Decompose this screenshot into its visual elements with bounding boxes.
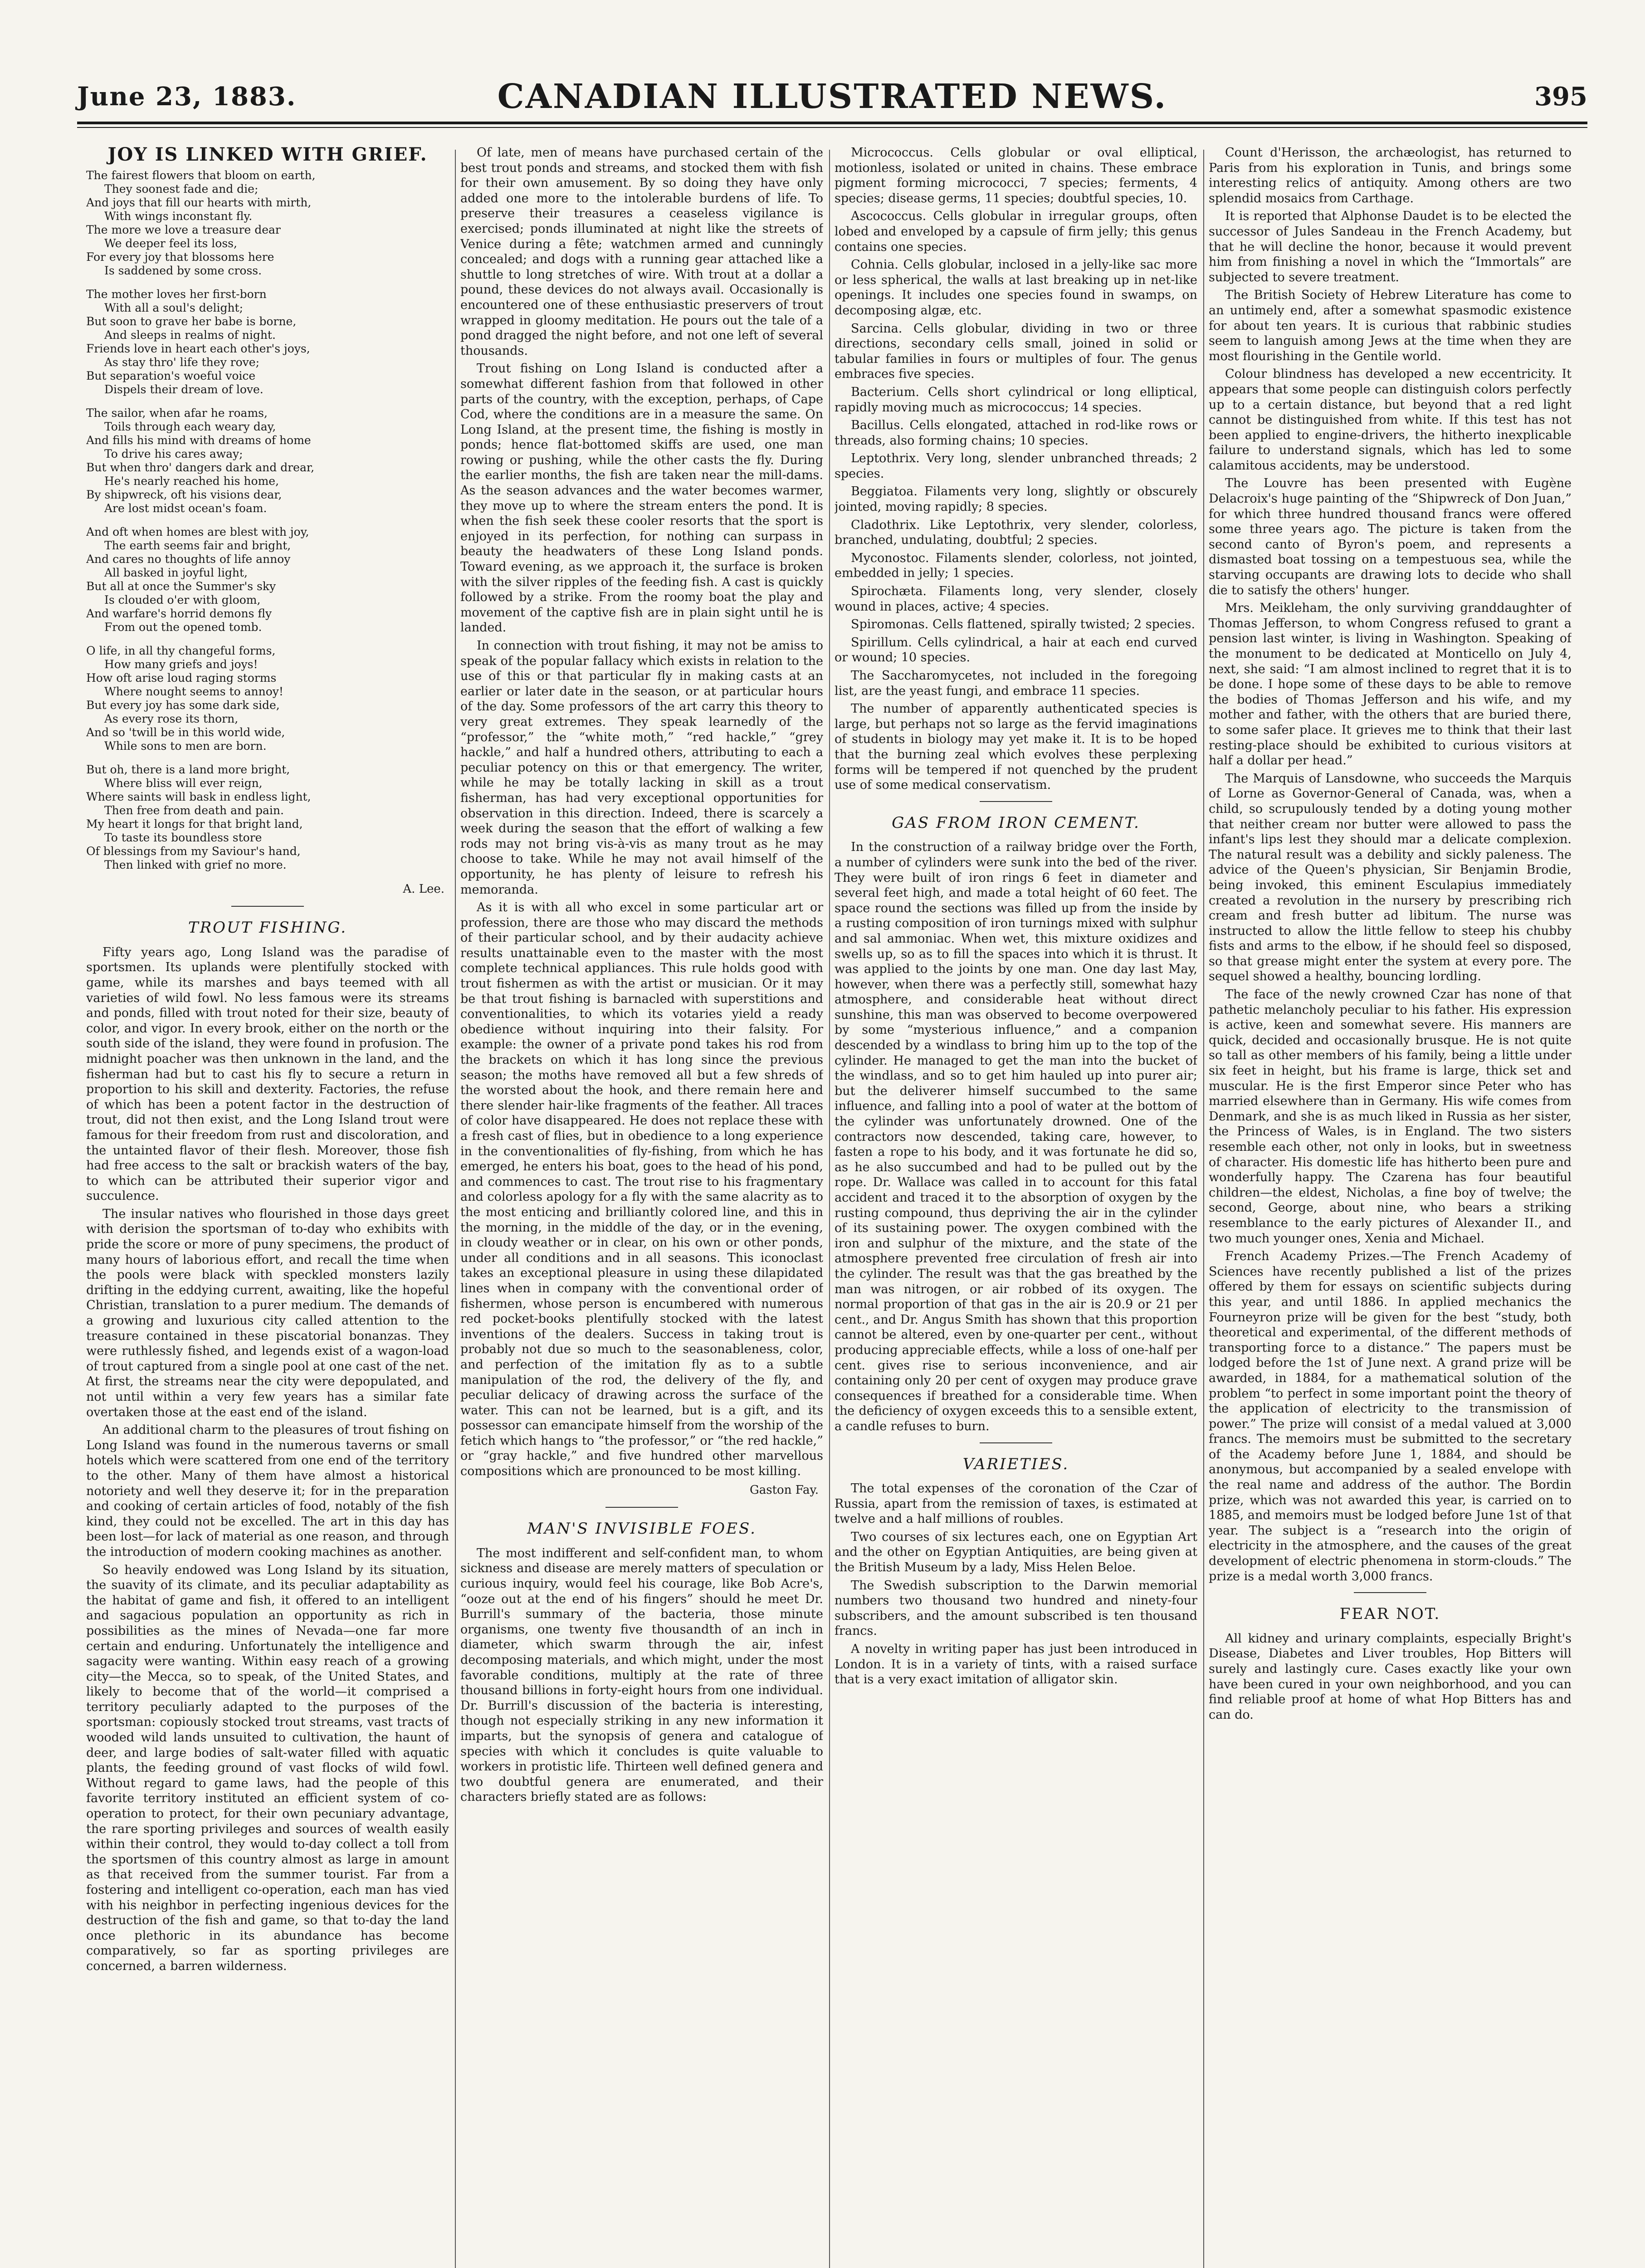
paragraph: The most indifferent and self-confident man, to whom sickness and disease are merely matters of speculation or curious inquiry, would feel his courage, like Bob Acre's, “ooze out at the end of his fingers” should he meet Dr. Burrill's summary of the bacteria, those minute organisms, one twenty five thousandth of an inch in diameter, which swarm through the air, infest decomposing materials, and which might, under the most favorable conditions, multiply at the rate of three thousand billions in forty-eight hours from one individual. Dr. Burrill's discussion of the bacteria is interesting, though not especially striking in any new information it imparts, but the synopsis of genera and catalogue of species with which it concludes is quite valuable to workers in protistic life. Thirteen well defined genera and two doubtful genera are enumerated, and their characters briefly stated are as follows:: [460, 1546, 823, 1804]
article-author-trout: Gaston Fay.: [749, 1483, 819, 1497]
column-1: [86, 145, 449, 2268]
issue-date: June 23, 1883.: [77, 82, 297, 112]
section-divider: [605, 1507, 678, 1508]
paragraph: It is reported that Alphonse Daudet is to be elected the successor of Jules Sandeau in the French Academy, but that he will decline the honor, because it would prevent him from finishing a novel in which the “Immortals” are subjected to severe treatment.: [1209, 209, 1572, 284]
poem-line: To taste its boundless store: [104, 831, 262, 844]
poem-line: Then linked with grief no more.: [104, 858, 287, 871]
article-body-foes-continued: [835, 145, 1197, 793]
column-divider: [1203, 150, 1204, 2268]
paragraph: Sarcina. Cells globular, dividing in two or three directions, secondary cells small, joined in solid or tabular families in fours or multiples of four. The genus embraces five species.: [835, 321, 1197, 381]
column-3: [835, 145, 1197, 2268]
article-title-gas: GAS FROM IRON CEMENT.: [892, 813, 1140, 832]
paragraph: Myconostoc. Filaments slender, colorless, not jointed, embedded in jelly; 1 species.: [835, 551, 1197, 581]
article-body-foes: [460, 1546, 823, 1805]
poem-line: And sleeps in realms of night.: [104, 328, 276, 342]
poem-line: With all a soul's delight;: [104, 301, 244, 314]
poem-line: While sons to men are born.: [104, 739, 267, 753]
paragraph: Mrs. Meikleham, the only surviving granddaughter of Thomas Jefferson, to whom Congress refused to grant a pension last winter, is living in Washington. Speaking of the monument to be dedicated at Monticello on July 4, next, she said: “I am almost inclined to regret that it is to be done. I hope some of these days to be able to remove the bodies of Thomas Jefferson and his wife, and my mother and father, with the others that are buried there, to some safer place. It grieves me to think that their last resting-place should be exhibited to curious visitors at half a dollar per head.”: [1209, 601, 1572, 768]
paragraph: Micrococcus. Cells globular or oval elliptical, motionless, isolated or united in chains. These embrace pigment forming micrococci, 7 species; ferments, 4 species; disease germs, 11 species; doubtful species, 10.: [835, 146, 1197, 205]
paragraph: The Louvre has been presented with Eugène Delacroix's huge painting of the “Shipwreck of Don Juan,” for which three hundred thousand francs were offered some three years ago. The picture is taken from the second canto of Byron's poem, and represents a dismasted boat tossing on a tempestuous sea, while the starving occupants are drawing lots to decide who shall die to satisfy the others' hunger.: [1209, 476, 1572, 597]
column-2: [460, 145, 823, 2268]
paragraph: Spirochæta. Filaments long, very slender, closely wound in places, active; 4 species.: [835, 584, 1197, 614]
poem-line: And joys that fill our hearts with mirth,: [86, 196, 312, 209]
poem-line: Where bliss will ever reign,: [104, 776, 263, 790]
article-title-trout: TROUT FISHING.: [188, 919, 347, 937]
paragraph: Beggiatoa. Filaments very long, slightly or obscurely jointed, moving rapidly; 8 species.: [835, 484, 1197, 514]
paragraph: The Swedish subscription to the Darwin memorial numbers two thousand two hundred and ninety-four subscribers, and the amount subscribed is ten thousand francs.: [835, 1578, 1197, 1638]
page-number: 395: [1534, 82, 1587, 112]
paragraph: Of late, men of means have purchased certain of the best trout ponds and streams, and stocked them with fish for their own amusement. By so doing they have only added one more to the intolerable burdens of life. To preserve their treasures a ceaseless vigilance is exercised; ponds illuminated at night like the streets of Venice during a fête; watchmen armed and cunningly concealed; and dogs with a running gear attached like a shuttle to long stretches of wire. With trout at a dollar a pound, these devices do not always avail. Occasionally is encountered one of these enthusiastic preservers of trout wrapped in gloomy meditation. He pours out the tale of a pond dragged the night before, and not one left of several thousands.: [460, 146, 823, 358]
poem-line: And cares no thoughts of life annoy: [86, 552, 291, 566]
miscellany-body: [1209, 145, 1572, 1584]
poem-line: My heart it longs for that bright land,: [86, 817, 303, 831]
paragraph: The total expenses of the coronation of the Czar of Russia, apart from the remission of taxes, is estimated at twelve and a half millions of roubles.: [835, 1481, 1197, 1526]
paragraph: The insular natives who flourished in those days greet with derision the sportsman of to-day who exhibits with pride the score or more of puny specimens, the product of many hours of laborious effort, and recall the time when the pools were black with speckled monsters lazily drifting in the eddying current, awaiting, like the hopeful Christian, translation to a purer medium. The demands of a growing and luxurious city called attention to the treasure contained in these piscatorial bonanzas. They were ruthlessly fished, and legends exist of a wagon-load of trout captured from a single pool at one cast of the net. At first, the streams near the city were depopulated, and not until within a very few years has a similar fate overtaken those at the east end of the island.: [86, 1207, 449, 1419]
paragraph: Ascococcus. Cells globular in irregular groups, often lobed and enveloped by a capsule of firm jelly; this genus contains one species.: [835, 209, 1197, 254]
page-header: [77, 73, 1587, 116]
paragraph: French Academy Prizes.—The French Academy of Sciences have recently published a list of the prizes offered by them for essays on scientific subjects during this year, and until 1886. In applied mechanics the Fourneyron prize will be given for the best “study, both theoretical and experimental, of the different methods of transporting force to a distance.” The papers must be lodged before the 1st of June next. A grand prize will be awarded, in 1884, for a mathematical solution of the problem “to perfect in some important point the theory of the application of electricity to the transmission of power.” The prize will consist of a medal valued at 3,000 francs. The memoirs must be submitted to the secretary of the Academy before June 1, 1884, and should be anonymous, but accompanied by a sealed envelope with the real name and address of the author. The Bordin prize, which was not awarded this year, is carried on to 1885, and memoirs must be lodged before June 1st of that year. The subject is a “research into the origin of electricity in the atmosphere, and the causes of the great development of electric phenomena in storm-clouds.” The prize is a medal worth 3,000 francs.: [1209, 1249, 1572, 1584]
section-divider: [980, 1442, 1052, 1443]
poem-line: Where nought seems to annoy!: [104, 684, 283, 698]
notice-title-fear-not: FEAR NOT.: [1339, 1605, 1441, 1623]
paragraph: All kidney and urinary complaints, especially Bright's Disease, Diabetes and Liver troubles, Hop Bitters will surely and lastingly cure. Cases exactly like your own have been cured in your own neighborhood, and you can find reliable proof at home of what Hop Bitters has and can do.: [1209, 1631, 1572, 1722]
article-body-gas: [835, 840, 1197, 1434]
paragraph: Fifty years ago, Long Island was the paradise of sportsmen. Its uplands were plentifully stocked with game, while its marshes and bays teemed with all varieties of wild fowl. No less famous were its streams and ponds, filled with trout noted for their size, beauty of color, and vigor. In every brook, either on the north or the south side of the island, they were found in profusion. The midnight poacher was then unknown in the land, and the fisherman had but to cast his fly to secure a return in proportion to his skill and dexterity. Factories, the refuse of which has been a potent factor in the destruction of trout, did not then exist, and the Long Island trout were famous for their freedom from rust and discoloration, and the untainted flavor of their flesh. Moreover, those fish had free access to the salt or brackish waters of the bay, to which can be attributed their superior vigor and succulence.: [86, 945, 449, 1203]
poem-line: And warfare's horrid demons fly: [86, 606, 272, 620]
paragraph: The Saccharomycetes, not included in the foregoing list, are the yeast fungi, and embrace 11 species.: [835, 669, 1197, 698]
paragraph: As it is with all who excel in some particular art or profession, there are those who may discard the methods of their particular school, and by their audacity achieve results unattainable even to the master with the most complete technical appliances. This rule holds good with trout fishermen as with the artist or musician. Or it may be that trout fishing is barnacled with superstitions and conventionalities, to which its votaries yield a ready obedience without inquiring into their falsity. For example: the owner of a private pond takes his rod from the brackets on which it has long since the previous season; the moths have removed all but a few shreds of the worsted about the hook, and there remain here and there slender hair-like fragments of the feather. All traces of color have disappeared. He does not replace these with a fresh cast of flies, but in obedience to a long experience in the conventionalities of fly-fishing, from which he has emerged, he enters his boat, goes to the head of his pond, and commences to cast. The trout rise to his fragmentary and colorless apology for a fly with the same alacrity as to the most enticing and brilliantly colored line, and this in the morning, in the middle of the day, or in the evening, in cloudy weather or in clear, on his own or other ponds, under all conditions and in all seasons. This iconoclast takes an exceptional pleasure in using these dilapidated lines when in company with the conventional order of fishermen, whose person is encumbered with numerous red pocket-books plentifully stocked with the latest inventions of the dealers. Success in taking trout is probably not due so much to the seasonableness, color, and perfection of the imitation fly as to a subtle manipulation of the rod, the delivery of the fly, and peculiar delicacy of drawing across the surface of the water. This can not be learned, but is a gift, and its possessor can emancipate himself from the worship of the fetich which hangs to “the professor,” or “the red hackle,” or “gray hackle,” and five hundred other marvellous compositions which are pronounced to be most killing.: [460, 900, 823, 1479]
poem-line: The sailor, when afar he roams,: [86, 406, 268, 420]
column-divider: [829, 150, 830, 2268]
masthead-title: CANADIAN ILLUSTRATED NEWS.: [497, 77, 1167, 116]
poem-author: A. Lee.: [403, 882, 444, 896]
poem-line: And fills his mind with dreams of home: [86, 433, 311, 447]
poem-line: With wings inconstant fly.: [104, 209, 253, 223]
paragraph: Two courses of six lectures each, one on Egyptian Art and the other on Egyptian Antiquities, are being given at the British Museum by a lady, Miss Helen Beloe.: [835, 1530, 1197, 1575]
poem-line: As stay thro' life they rove;: [104, 355, 259, 369]
paragraph: Spiromonas. Cells flattened, spirally twisted; 2 species.: [851, 617, 1196, 632]
poem-line: As every rose its thorn,: [104, 712, 239, 725]
section-divider: [980, 801, 1052, 802]
paragraph: The British Society of Hebrew Literature has come to an untimely end, after a somewhat spasmodic existence for about ten years. It is curious that rabbinic studies seem to languish among Jews at the time when they are most flourishing in the Gentile world.: [1209, 288, 1572, 363]
paragraph: An additional charm to the pleasures of trout fishing on Long Island was found in the numerous taverns or small hotels which were scattered from one end of the territory to the other. Many of them have almost a historical notoriety and well they deserve it; for in the preparation and cooking of certain articles of food, notably of the fish kind, they could not be excelled. The art in this day has been lost—for lack of material as one reason, and through the introduction of modern cooking machines as another.: [86, 1423, 449, 1559]
section-divider: [231, 906, 304, 907]
poem-line: For every joy that blossoms here: [86, 250, 274, 264]
paragraph: Cladothrix. Like Leptothrix, very slender, colorless, branched, undulating, doubtful; 2 species.: [835, 518, 1197, 547]
paragraph: Leptothrix. Very long, slender unbranched threads; 2 species.: [835, 451, 1197, 481]
poem-line: All basked in joyful light,: [104, 566, 248, 579]
poem-stanza: [86, 644, 449, 753]
poem-line: From out the opened tomb.: [104, 620, 262, 634]
article-body-trout-continued: [460, 145, 823, 1479]
section-title-varieties: VARIETIES.: [962, 1455, 1069, 1473]
poem-line: We deeper feel its loss,: [104, 236, 237, 250]
header-rule: [77, 122, 1587, 124]
column-4: [1209, 145, 1572, 2268]
poem-line: Of blessings from my Saviour's hand,: [86, 844, 301, 858]
paragraph: The number of apparently authenticated species is large, but perhaps not so large as the fervid imaginations of students in biology may yet make it. It is to be hoped that the burning zeal which evolves these perplexing forms will be tempered if not quenched by the prudent use of some medical conservatism.: [835, 702, 1197, 792]
paragraph: A novelty in writing paper has just been introduced in London. It is in a variety of tints, with a raised surface that is a very exact imitation of alligator skin.: [835, 1642, 1197, 1687]
paragraph: Cohnia. Cells globular, inclosed in a jelly-like sac more or less spherical, the walls at last breaking up in net-like openings. It includes one species found in swamps, on decomposing algæ, etc.: [835, 258, 1197, 318]
paragraph: Count d'Herisson, the archæologist, has returned to Paris from his exploration in Tunis, and brings some interesting relics of antiquity. Among others are two splendid mosaics from Carthage.: [1209, 146, 1572, 205]
poem-title: JOY IS LINKED WITH GRIEF.: [107, 145, 428, 165]
poem-line: Is saddened by some cross.: [104, 264, 262, 277]
poem-line: Dispels their dream of love.: [104, 382, 264, 396]
poem-line: Where saints will bask in endless light,: [86, 790, 311, 803]
article-title-foes: MAN'S INVISIBLE FOES.: [527, 1520, 757, 1538]
header-rule-thin: [77, 127, 1587, 128]
poem-line: He's nearly reached his home,: [104, 474, 279, 488]
poem-line: The fairest flowers that bloom on earth,: [86, 168, 316, 182]
poem-line: But every joy has some dark side,: [86, 698, 280, 712]
poem-line: But all at once the Summer's sky: [86, 579, 276, 593]
paragraph: The face of the newly crowned Czar has none of that pathetic melancholy peculiar to his father. His expression is active, keen and somewhat severe. His manners are quick, decided and occasionally brusque. He is not quite so tall as other members of his family, being a little under six feet in height, but his frame is large, thick set and muscular. He is the first Emperor since Peter who has married elsewhere than in Germany. His wife comes from Denmark, and she is as much liked in Russia as her sister, the Princess of Wales, is in England. The two sisters resemble each other, not only in looks, but in sweetness of character. His domestic life has hitherto been pure and wonderfully happy. The Czarena has four beautiful children—the eldest, Nicholas, a fine boy of twelve; the second, George, about nine, who bears a striking resemblance to the early pictures of Alexander II., and two much younger ones, Xenia and Michael.: [1209, 987, 1572, 1246]
poem-line: But oh, there is a land more bright,: [86, 763, 290, 776]
poem-line: To drive his cares away;: [104, 447, 243, 460]
poem-line: But soon to grave her babe is borne,: [86, 314, 297, 328]
paragraph: In the construction of a railway bridge over the Forth, a number of cylinders were sunk into the bed of the river. They were built of iron rings 6 feet in diameter and several feet high, and made a total height of 60 feet. The space round the sections was filled up from the inside by a rusting composition of iron turnings mixed with sulphur and sal ammoniac. When wet, this mixture oxidizes and swells up, so as to fill the spaces into which it is thrust. It was applied to the joints by one man. One day last May, however, when there was a perfectly still, somewhat hazy atmosphere, and considerable heat without direct sunshine, this man was observed to become overpowered by some “mysterious influence,” and a companion descended by a windlass to bring him up to the top of the cylinder. He managed to get the man into the bucket of the windlass, and so to get him hauled up into purer air; but the deliverer himself succumbed to the same influence, and falling into a pool of water at the bottom of the cylinder was unfortunately drowned. One of the contractors now descended, taking care, however, to fasten a rope to his body, and it was fortunate he did so, as he also succumbed and had to be pulled out by the rope. Dr. Wallace was called in to account for this fatal accident and traced it to the absorption of oxygen by the rusting compound, thus depriving the air in the cylinder of its sustaining power. The oxygen combined with the iron and sulphur of the mixture, and the state of the atmosphere prevented free circulation of fresh air into the cylinder. The result was that the gas breathed by the man was nitrogen, or air robbed of its oxygen. The normal proportion of that gas in the air is 20.9 or 21 per cent., and Dr. Angus Smith has shown that this proportion cannot be altered, even by one-quarter per cent., without producing appreciable effects, while a loss of one-half per cent. gives rise to serious inconvenience, and air containing only 20 per cent of oxygen may produce grave consequences if breathed for a considerable time. When the deficiency of oxygen exceeds this to a sensible extent, a candle refuses to burn.: [835, 840, 1197, 1433]
poem-stanza: [86, 406, 449, 515]
poem-line: The more we love a treasure dear: [86, 223, 281, 236]
paragraph: Trout fishing on Long Island is conducted after a somewhat different fashion from that followed in other parts of the country, with the exception, perhaps, of Cape Cod, where the conditions are in a measure the same. On Long Island, at the present time, the fishing is mostly in ponds; hence flat-bottomed skiffs are used, one man rowing or pushing, while the other casts the fly. During the earlier months, the fish are taken near the mill-dams. As the season advances and the water becomes warmer, they move up to where the stream enters the pond. It is when the fish seek these cooler resorts that the sport is enjoyed in its perfection, for nothing can surpass in beauty the headwaters of these Long Island ponds. Toward evening, as we approach it, the surface is broken with the silver ripples of the feeding fish. A cast is quickly followed by a strike. From the roomy boat the play and movement of the captive fish are in plain sight until he is landed.: [460, 362, 823, 635]
paragraph: Spirillum. Cells cylindrical, a hair at each end curved or wound; 10 species.: [835, 635, 1197, 665]
poem-stanza: [86, 763, 449, 872]
section-body-varieties: [835, 1481, 1197, 1687]
poem-line: Are lost midst ocean's foam.: [104, 501, 267, 515]
poem-line: How many griefs and joys!: [104, 657, 258, 671]
column-divider: [455, 150, 456, 2268]
poem-line: They soonest fade and die;: [104, 182, 259, 196]
paragraph: Bacillus. Cells elongated, attached in rod-like rows or threads, also forming chains; 10 species.: [835, 418, 1197, 448]
poem-stanza: [86, 288, 449, 396]
poem-line: But separation's woeful voice: [86, 369, 256, 382]
poem-stanza: [86, 525, 449, 634]
poem-line: But when thro' dangers dark and drear,: [86, 460, 315, 474]
paragraph: Bacterium. Cells short cylindrical or long elliptical, rapidly moving much as micrococcus; 14 species.: [835, 385, 1197, 415]
poem-line: The earth seems fair and bright,: [104, 538, 291, 552]
poem-line: Friends love in heart each other's joys,: [86, 342, 310, 355]
poem-line: Then free from death and pain.: [104, 803, 284, 817]
paragraph: In connection with trout fishing, it may not be amiss to speak of the popular fallacy which exists in relation to the use of this or that particular fly in making casts at an earlier or later date in the season, or at particular hours of the day. Some professors of the art carry this theory to very great extremes. They speak learnedly of the “professor,” the “white moth,” “red hackle,” “grey hackle,” and half a hundred others, attributing to each a peculiar potency on this or that emergency. The writer, while he may be totally lacking in skill as a trout fisherman, has had very exceptional opportunities for observation in this direction. Indeed, there is scarcely a week during the season that the effort of walking a few rods may not bring vis-à-vis as many trout as he may choose to take. While he may not avail himself of the opportunity, he has plenty of leisure to refresh his memoranda.: [460, 639, 823, 897]
poem-line: How oft arise loud raging storms: [86, 671, 277, 684]
poem-line: O life, in all thy changeful forms,: [86, 644, 276, 657]
section-divider: [1354, 1592, 1426, 1593]
poem-stanza: [86, 169, 449, 278]
paragraph: Colour blindness has developed a new eccentricity. It appears that some people can distinguish colors perfectly up to a certain distance, but beyond that a red light cannot be distinguished from white. If this test has not been applied to engine-drivers, the hitherto inexplicable failure to understand signals, which has led to some calamitous accidents, may be understood.: [1209, 367, 1572, 473]
poem-line: Toils through each weary day,: [104, 420, 276, 433]
poem-line: By shipwreck, oft his visions dear,: [86, 488, 282, 501]
poem-line: And so 'twill be in this world wide,: [86, 725, 285, 739]
poem-line: The mother loves her first-born: [86, 287, 267, 301]
paragraph: The Marquis of Lansdowne, who succeeds the Marquis of Lorne as Governor-General of Canada, was, when a child, so scrupulously tended by a doting young mother that neither cream nor butter were allowed to pass the infant's lips lest they should mar a delicate complexion. The natural result was a debility and sickly paleness. The advice of the Queen's physician, Sir Benjamin Brodie, being invoked, this eminent Esculapius immediately created a revolution in the nursery by prescribing rich cream and fresh butter ad libitum. The nurse was instructed to allow the little fellow to steep his chubby fists and arms to the elbow, if he should feel so disposed, so that grease might enter the system at every pore. The sequel showed a healthy, bouncing lordling.: [1209, 771, 1572, 984]
article-body-trout: [86, 945, 449, 1974]
poem-line: Is clouded o'er with gloom,: [104, 593, 261, 606]
paragraph: So heavily endowed was Long Island by its situation, the suavity of its climate, and its peculiar adaptability as the habitat of game and fish, it offered to an intelligent and sagacious population an opportunity as rich in possibilities as the mines of Nevada—one far more certain and enduring. Unfortunately the intelligence and sagacity were wanting. Within easy reach of a growing city—the Mecca, so to speak, of the United States, and likely to become that of the world—it comprised a territory peculiarly adapted to the purposes of the sportsman: copiously stocked trout streams, vast tracts of wooded wild lands unsuited to cultivation, the haunt of deer, and large bodies of salt-water filled with aquatic plants, the feeding ground of vast flocks of wild fowl. Without regard to game laws, had the people of this favorite territory instituted an efficient system of co-operation to protect, for their own pecuniary advantage, the rare sporting privileges and sources of wealth easily within their control, they would to-day collect a toll from the sportsmen of this country almost as large in amount as that received from the summer tourist. Far from a fostering and intelligent co-operation, each man has vied with his neighbor in perfecting ingenious devices for the destruction of the fish and game, so that to-day the land once plethoric in its abundance has become comparatively, so far as sporting privileges are concerned, a barren wilderness.: [86, 1563, 449, 1973]
poem-body: [86, 169, 449, 872]
notice-body-fear-not: [1209, 1631, 1572, 1723]
poem-line: And oft when homes are blest with joy,: [86, 525, 309, 538]
